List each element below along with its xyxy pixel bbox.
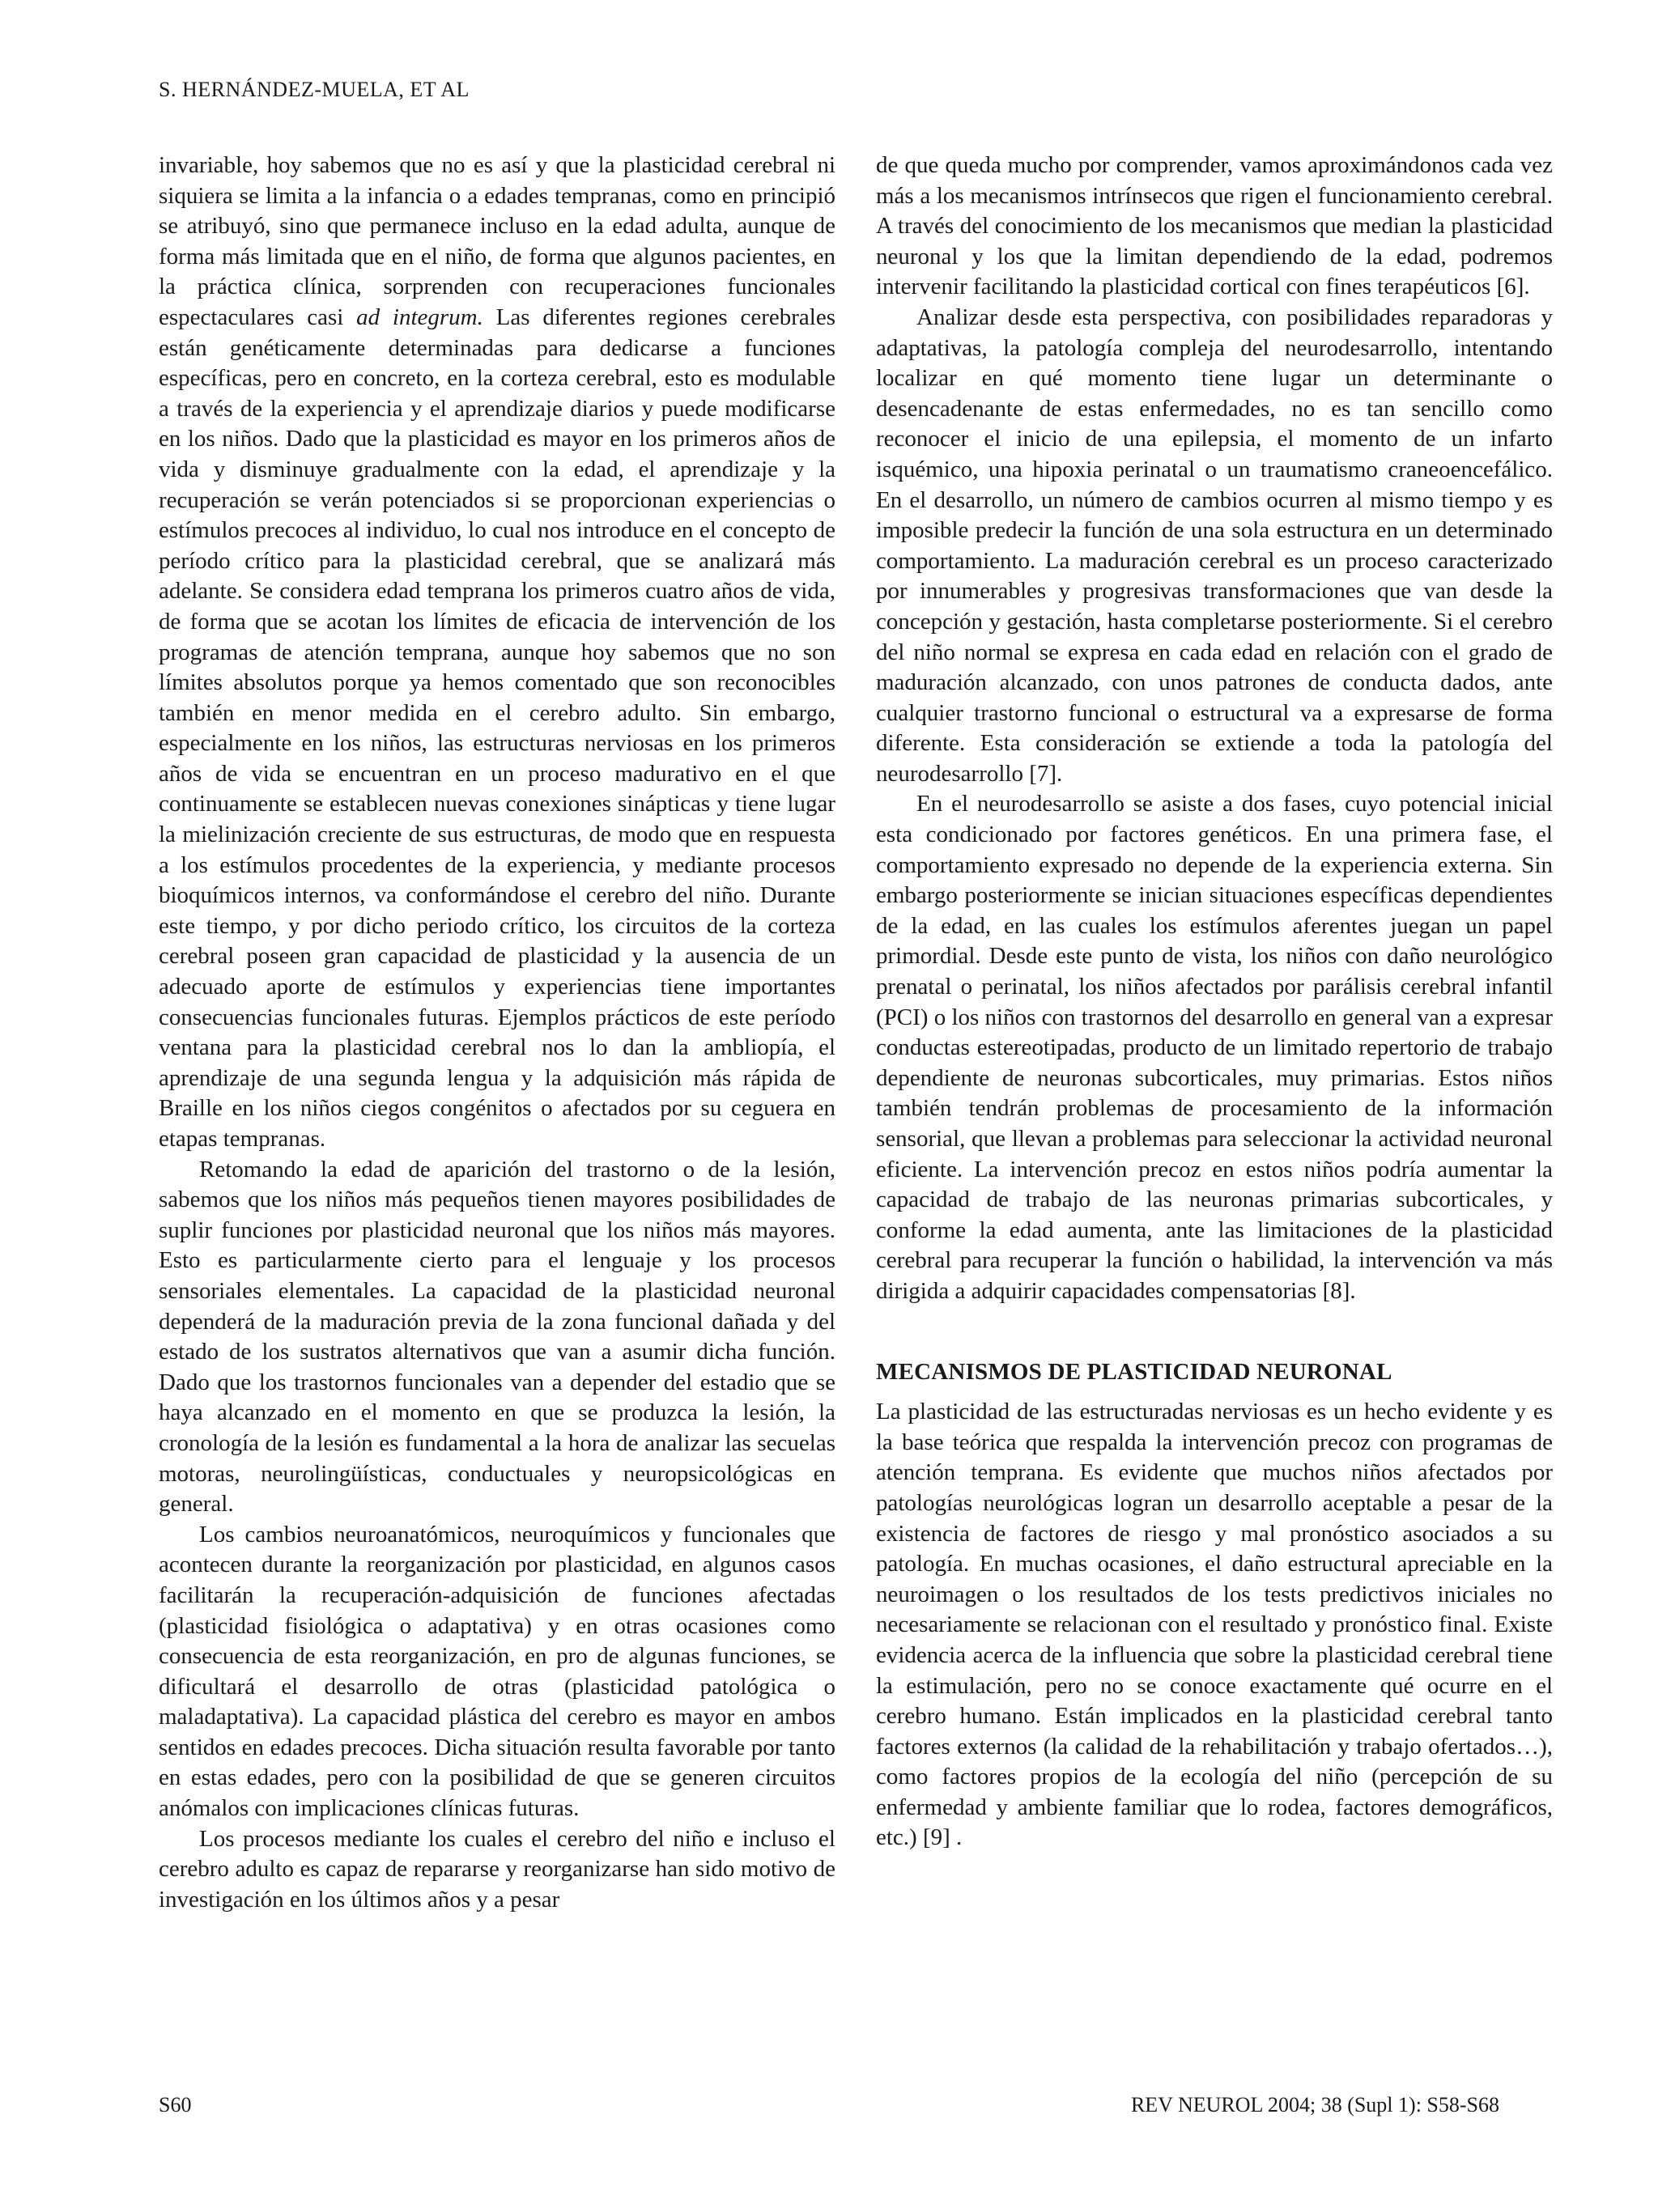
paragraph: La plasticidad de las estructuradas nerviosas es un hecho evidente y es la base teórica que respalda la intervención precoz con programas de atención temprana. Es evidente que muchos niños afectados por patologías neurológicas logran un desarrollo aceptable a pesar de la existencia de factores de riesgo y mal pronóstico asociados a su patología. En muchas ocasiones, el daño estructural apreciable en la neuroimagen o los resultados de los tests predictivos iniciales no necesariamente se relacionan con el resultado y pronóstico final. Existe evidencia acerca de la influencia que sobre la plasticidad cerebral tiene la estimulación, pero no se conoce exactamente qué ocurre en el cerebro humano. Están implicados en la plasticidad cerebral tanto factores externos (la calidad de la rehabilitación y trabajo ofertados…), como factores propios de la ecología del niño (percepción de su enfermedad y ambiente familiar que lo rodea, factores demográficos, etc.) [9] . (876, 1399, 1553, 1851)
paragraph: En el neurodesarrollo se asiste a dos fases, cuyo potencial inicial esta condicionado por factores genéticos. En una primera fase, el comportamiento expresado no depende de la experiencia externa. Sin embargo posteriormente se inician situaciones específicas dependientes de la edad, en las cuales los estímulos aferentes juegan un papel primordial. Desde este punto de vista, los niños con daño neurológico prenatal o perinatal, los niños afectados por parálisis cerebral infantil (PCI) o los niños con trastornos del desarrollo en general van a expresar conductas estereotipadas, producto de un limitado repertorio de trabajo dependiente de neuronas subcorticales, muy primarias. Estos niños también tendrán problemas de procesamiento de la información sensorial, que llevan a problemas para seleccionar la actividad neuronal eficiente. La intervención precoz en estos niños podría aumentar la capacidad de trabajo de las neuronas primarias subcorticales, y conforme la edad aumenta, ante las limitaciones de la plasticidad cerebral para recuperar la función o habilidad, la intervención va más dirigida a adquirir capacidades compensatorias [8]. (876, 791, 1553, 1304)
paragraph (159, 151, 835, 1155)
paragraph: de que queda mucho por comprender, vamos aproximándonos cada vez más a los mecanismos intrínsecos que rigen el funcionamiento cerebral. A través del conocimiento de los mecanismos que median la plasticidad neuronal y los que la limitan dependiendo de la edad, podremos intervenir facilitando la plasticidad cortical con fines terapéuticos [6]. (876, 152, 1553, 300)
journal-citation: REV NEUROL 2004; 38 (Supl 1): S58-S68 (1130, 2093, 1499, 2116)
paragraph: Los procesos mediante los cuales el cerebro del niño e incluso el cerebro adulto es capaz de repararse y reorganizarse han sido motivo de investigación en los últimos años y a pesar (159, 1825, 835, 1913)
paragraph-text: Las diferentes regiones cerebrales están genéticamente determinadas para dedicarse a funciones específicas, pero en concreto, en la corteza cerebral, esto es modulable a través de la experiencia y el aprendizaje diarios y puede modificarse en los niños. Dado que la plasticidad es mayor en los primeros años de vida y disminuye gradualmente con la edad, el aprendizaje y la recuperación se verán potenciados si se proporcionan experiencias o estímulos precoces al individuo, lo cual nos introduce en el concepto de período crítico para la plasticidad cerebral, que se analizará más adelante. Se considera edad temprana los primeros cuatro años de vida, de forma que se acotan los límites de eficacia de intervención de los programas de atención temprana, aunque hoy sabemos que no son límites absolutos porque ya hemos comentado que son reconocibles también en menor medida en el cerebro adulto. Sin embargo, especialmente en los niños, las estructuras nerviosas en los primeros años de vida se encuentran en un proceso madurativo en el que continuamente se establecen nuevas conexiones sinápticas y tiene lugar la mielinización creciente de sus estructuras, de modo que en respuesta a los estímulos procedentes de la experiencia, y mediante procesos bioquímicos internos, va conformándose el cerebro del niño. Durante este tiempo, y por dicho periodo crítico, los circuitos de la corteza cerebral poseen gran capacidad de plasticidad y la ausencia de un adecuado aporte de estímulos y experiencias tiene importantes consecuencias funcionales futuras. Ejemplos prácticos de este período ventana para la plasticidad cerebral nos lo dan la ambliopía, el aprendizaje de una segunda lengua y la adquisición más rápida de Braille en los niños ciegos congénitos o afectados por su ceguera en etapas tempranas. (159, 304, 836, 1152)
running-head: S. HERNÁNDEZ-MUELA, ET AL (159, 78, 470, 101)
section-heading: MECANISMOS DE PLASTICIDAD NEURONAL (876, 1358, 1392, 1385)
page-number: S60 (159, 2093, 192, 2116)
right-column (876, 151, 1553, 1853)
paragraph-text: invariable, hoy sabemos que no es así y que la plasticidad cerebral ni siquiera se limita a la infancia o a edades tempranas, como en principió se atribuyó, sino que permanece incluso en la edad adulta, aunque de forma más limitada que en el niño, de forma que algunos pacientes, en la práctica clínica, sorprenden con recuperaciones funcionales espectaculares casi (159, 152, 835, 330)
paragraph: Analizar desde esta perspectiva, con posibilidades reparadoras y adaptativas, la patología compleja del neurodesarrollo, intentando localizar en qué momento tiene lugar un determinante o desencadenante de estas enfermedades, no es tan sencillo como reconocer el inicio de una epilepsia, el momento de un infarto isquémico, una hipoxia perinatal o un traumatismo craneoencefálico. En el desarrollo, un número de cambios ocurren al mismo tiempo y es imposible predecir la función de una sola estructura en un determinado comportamiento. La maduración cerebral es un proceso caracterizado por innumerables y progresivas transformaciones que van desde la concepción y gestación, hasta completarse posteriormente. Si el cerebro del niño normal se expresa en cada edad en relación con el grado de maduración alcanzado, con unos patrones de conducta dados, ante cualquier trastorno funcional o estructural va a expresarse de forma diferente. Esta consideración se extiende a toda la patología del neurodesarrollo [7]. (876, 304, 1553, 787)
italic-phrase: ad integrum. (356, 304, 483, 330)
paragraph: Retomando la edad de aparición del trastorno o de la lesión, sabemos que los niños más pequeños tienen mayores posibilidades de suplir funciones por plasticidad neuronal que los niños más mayores. Esto es particularmente cierto para el lenguaje y los procesos sensoriales elementales. La capacidad de la plasticidad neuronal dependerá de la maduración previa de la zona funcional dañada y del estado de los sustratos alternativos que van a asumir dicha función. Dado que los trastornos funcionales van a depender del estadio que se haya alcanzado en el momento en que se produzca la lesión, la cronología de la lesión es fundamental a la hora de analizar las secuelas motoras, neurolingüísticas, conductuales y neuropsicológicas en general. (159, 1156, 835, 1518)
left-column (159, 151, 835, 1915)
paragraph: Los cambios neuroanatómicos, neuroquímicos y funcionales que acontecen durante la reorganización por plasticidad, en algunos casos facilitarán la recuperación-adquisición de funciones afectadas (plasticidad fisiológica o adaptativa) y en otras ocasiones como consecuencia de esta reorganización, en pro de algunas funciones, se dificultará el desarrollo de otras (plasticidad patológica o maladaptativa). La capacidad plástica del cerebro es mayor en ambos sentidos en edades precoces. Dicha situación resulta favorable por tanto en estas edades, pero con la posibilidad de que se generen circuitos anómalos con implicaciones clínicas futuras. (159, 1521, 835, 1822)
